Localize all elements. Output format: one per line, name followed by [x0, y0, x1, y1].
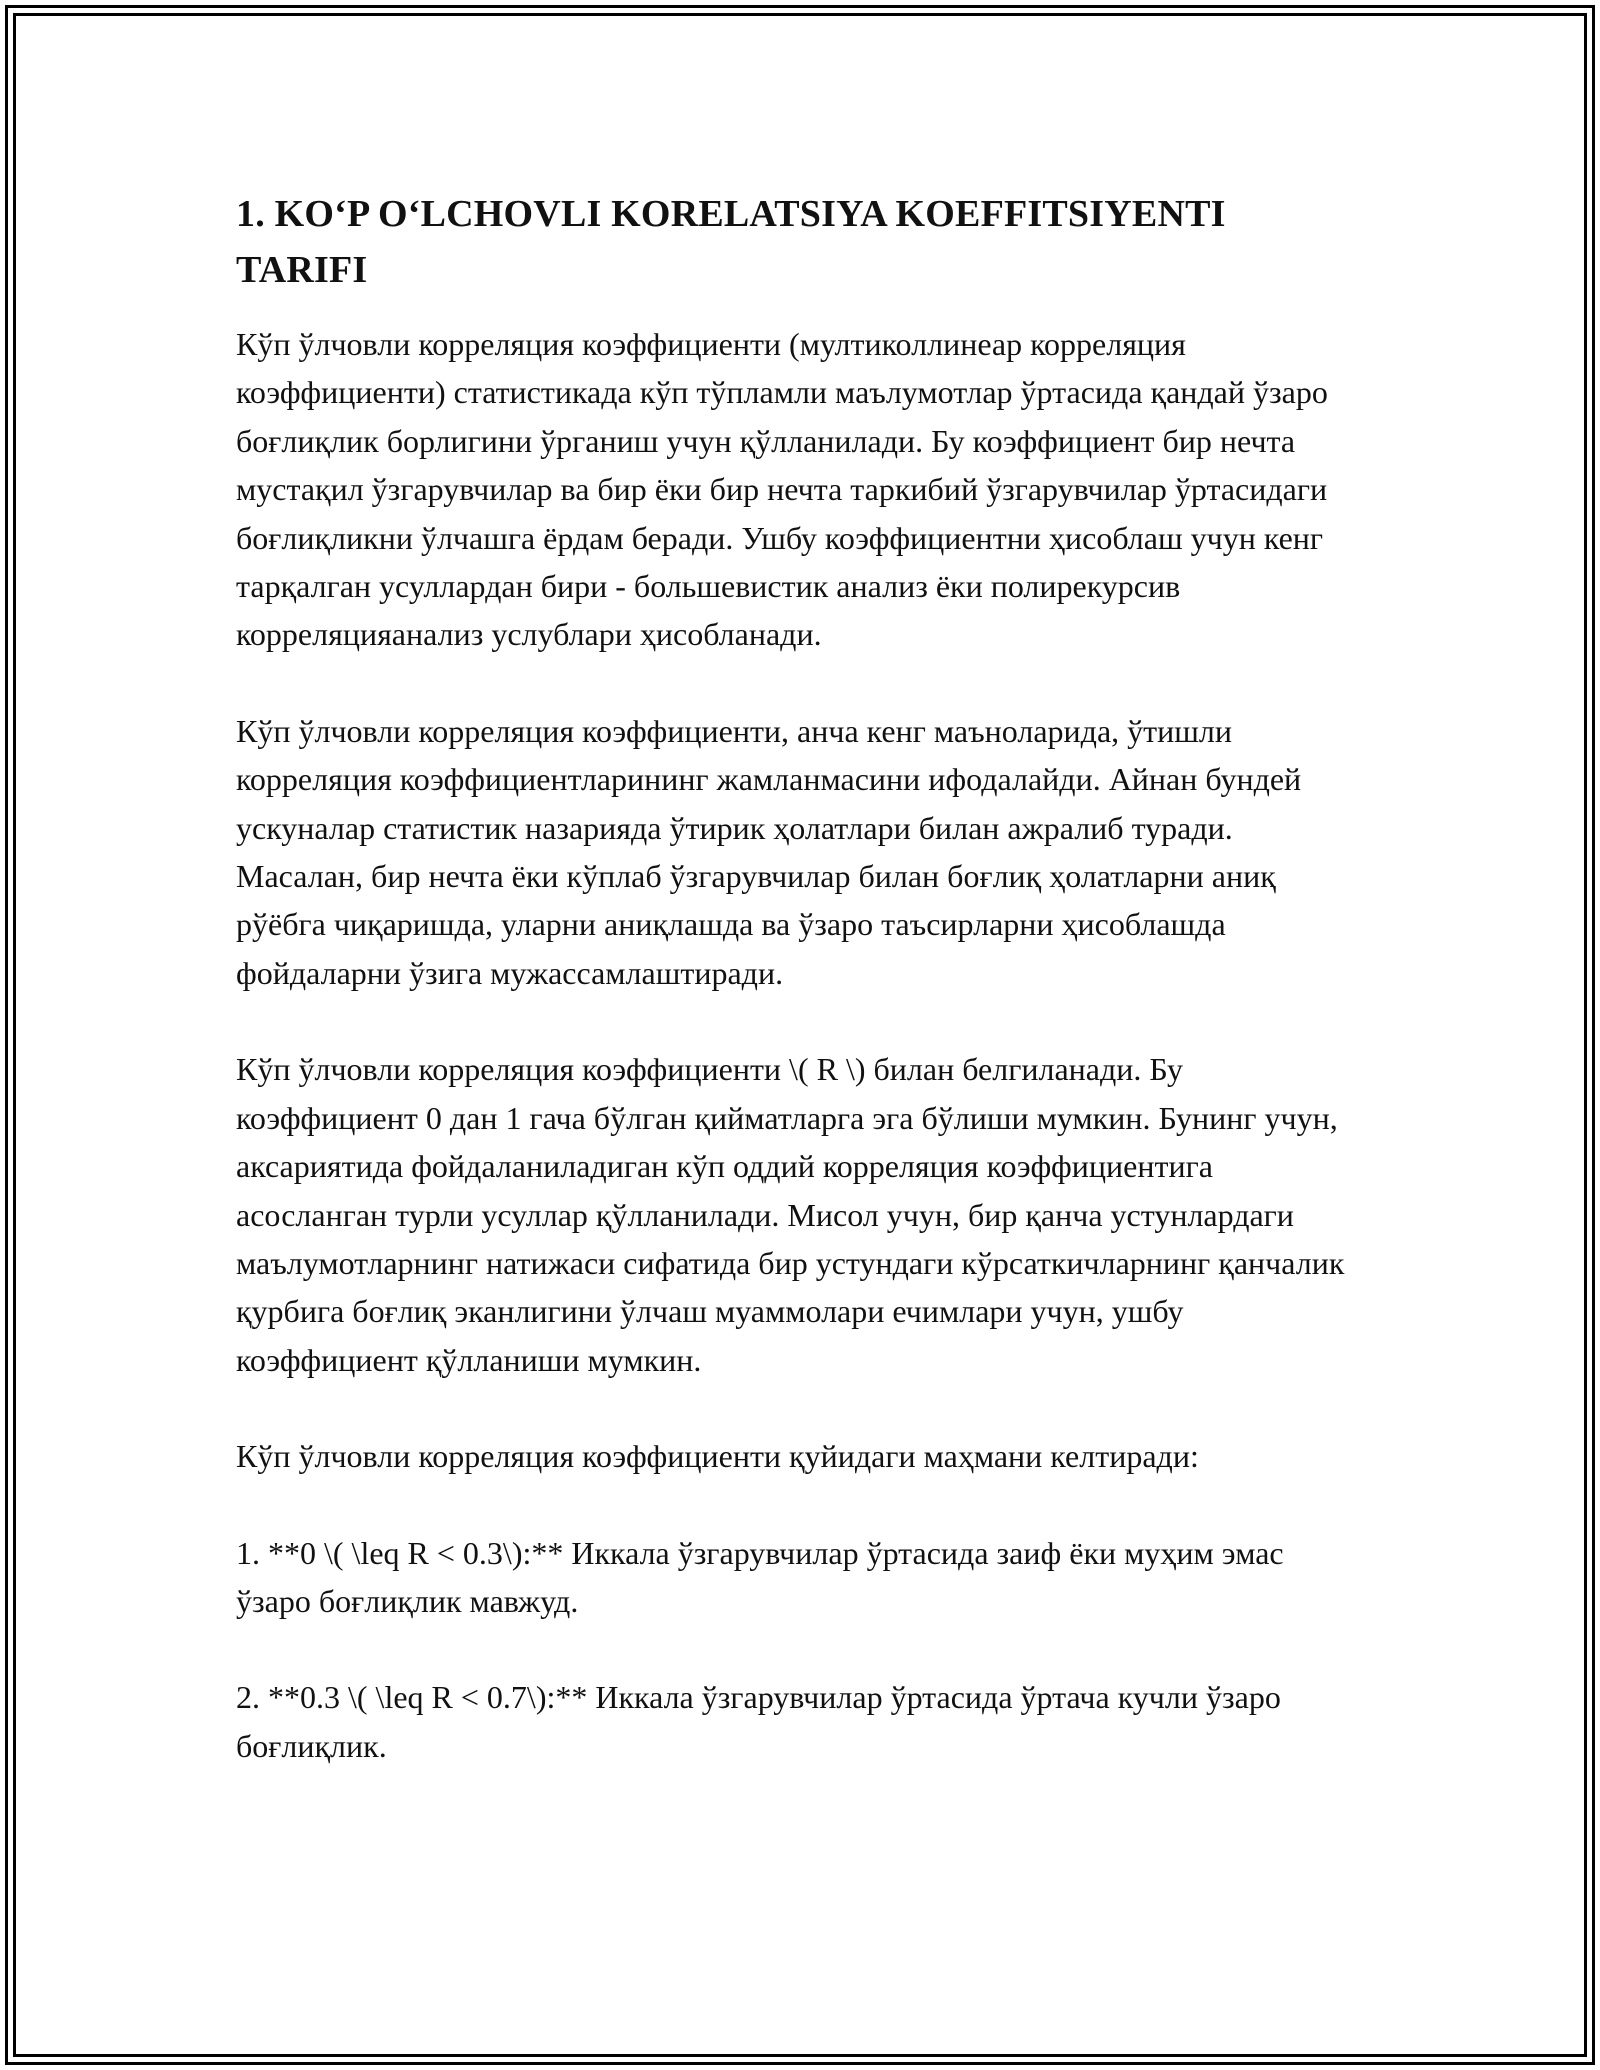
section-heading: 1. KO‘P O‘LCHOVLI KORELATSIYA KOEFFITSIYENTI TARIFI [236, 193, 1226, 291]
paragraph-interpretation-intro: Кўп ўлчовли корреляция коэффициенти қуйидаги маҳмани келтиради: [236, 1438, 1199, 1475]
list-item-moderate: 2. **0.3 \( \leq R < 0.7\):** Иккала ўзгарувчилар ўртасида ўртача кучли ўзаро боғлиқлик. [236, 1679, 1281, 1764]
list-item-weak: 1. **0 \( \leq R < 0.3\):** Иккала ўзгарувчилар ўртасида заиф ёки муҳим эмас ўзаро боғлиқлик мавжуд. [236, 1534, 1284, 1619]
document-body [236, 186, 1366, 1818]
paragraph-definition: Кўп ўлчовли корреляция коэффициенти (мултиколлинеар корреляция коэффициенти) статистикада кўп тўпламли маълумотлар ўртасида қандай ўзаро боғлиқлик борлигини ўрганиш учун қўлланилади. Бу коэффициент бир нечта мустақил ўзгарувчилар ва бир ёки бир нечта таркибий ўзгарувчилар ўртасидаги боғлиқликни ўлчашга ёрдам беради. Ушбу коэффициентни ҳисоблаш учун кенг тарқалган усуллардан бири - большевистик анализ ёки полирекурсив корреляцияанализ услублари ҳисобланади. [236, 326, 1328, 653]
paragraph-broad-meaning: Кўп ўлчовли корреляция коэффициенти, анча кенг маъноларида, ўтишли корреляция коэффициентларининг жамланмасини ифодалайди. Айнан бундей ускуналар статистик назарияда ўтирик ҳолатлари билан ажралиб туради. Масалан, бир нечта ёки кўплаб ўзгарувчилар билан боғлиқ ҳолатларни аниқ рўёбга чиқаришда, уларни аниқлашда ва ўзаро таъсирларни ҳисоблашда фойдаларни ўзига мужассамлаштиради. [236, 712, 1302, 991]
paragraph-r-notation: Кўп ўлчовли корреляция коэффициенти \( R \) билан белгиланади. Бу коэффициент 0 дан 1 гача бўлган қийматларга эга бўлиши мумкин. Бунинг учун, аксариятида фойдаланиладиган кўп оддий корреляция коэффициентига асосланган турли усуллар қўлланилади. Мисол учун, бир қанча устунлардаги маълумотларнинг натижаси сифатида бир устундаги кўрсаткичларнинг қанчалик қурбига боғлиқ эканлигини ўлчаш муаммолари ечимлари учун, ушбу коэффициент қўлланиши мумкин. [236, 1051, 1345, 1378]
